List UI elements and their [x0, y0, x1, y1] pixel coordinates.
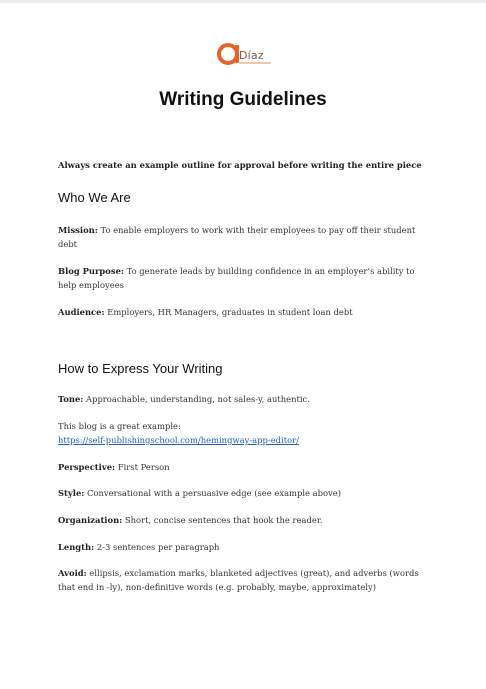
- style-text: Conversational with a persuasive edge (see example above): [84, 488, 342, 498]
- organization-text: Short, concise sentences that hook the reader.: [122, 515, 323, 525]
- mission-label: Mission:: [58, 225, 98, 235]
- avoid-text: ellipsis, exclamation marks, blanketed adjectives (great), and adverbs (words that end in -ly), non-definitive words (e.g. probably, maybe, approximately): [58, 568, 419, 592]
- tone-text: Approachable, understanding, not sales-y, authentic.: [83, 394, 310, 404]
- tone-label: Tone:: [58, 394, 84, 404]
- example-paragraph: [58, 419, 430, 447]
- page-title: Writing Guidelines: [159, 89, 327, 110]
- audience-text: Employers, HR Managers, graduates in student loan debt: [104, 307, 353, 317]
- length-label: Length:: [58, 542, 95, 552]
- avoid-paragraph: [58, 566, 430, 594]
- length-paragraph: [58, 540, 430, 554]
- perspective-label: Perspective:: [58, 462, 116, 472]
- company-logo: [216, 40, 276, 68]
- audience-paragraph: [58, 305, 430, 319]
- avoid-label: Avoid:: [58, 568, 87, 578]
- approval-note: Always create an example outline for approval before writing the entire piece: [58, 160, 422, 170]
- organization-paragraph: [58, 513, 430, 527]
- blog-purpose-text: To generate leads by building confidence in an employer’s ability to help employees: [58, 266, 415, 290]
- mission-paragraph: [58, 223, 430, 251]
- blog-purpose-paragraph: [58, 264, 430, 292]
- tone-paragraph: [58, 392, 430, 406]
- logo-text: Díaz: [239, 49, 264, 62]
- mission-text: To enable employers to work with their employees to pay off their student debt: [58, 225, 416, 249]
- perspective-paragraph: [58, 460, 430, 474]
- blog-purpose-label: Blog Purpose:: [58, 266, 124, 276]
- style-label: Style:: [58, 488, 85, 498]
- perspective-text: First Person: [115, 462, 170, 472]
- style-paragraph: [58, 486, 430, 500]
- logo-tagline-mark: [239, 62, 271, 64]
- audience-label: Audience:: [58, 307, 105, 317]
- length-text: 2-3 sentences per paragraph: [94, 542, 220, 552]
- section-heading-express: How to Express Your Writing: [58, 361, 223, 376]
- section-heading-who-we-are: Who We Are: [58, 190, 131, 205]
- example-link[interactable]: https://self-publishingschool.com/hemingway-app-editor/: [58, 435, 299, 445]
- organization-label: Organization:: [58, 515, 123, 525]
- example-text: This blog is a great example:: [58, 421, 181, 431]
